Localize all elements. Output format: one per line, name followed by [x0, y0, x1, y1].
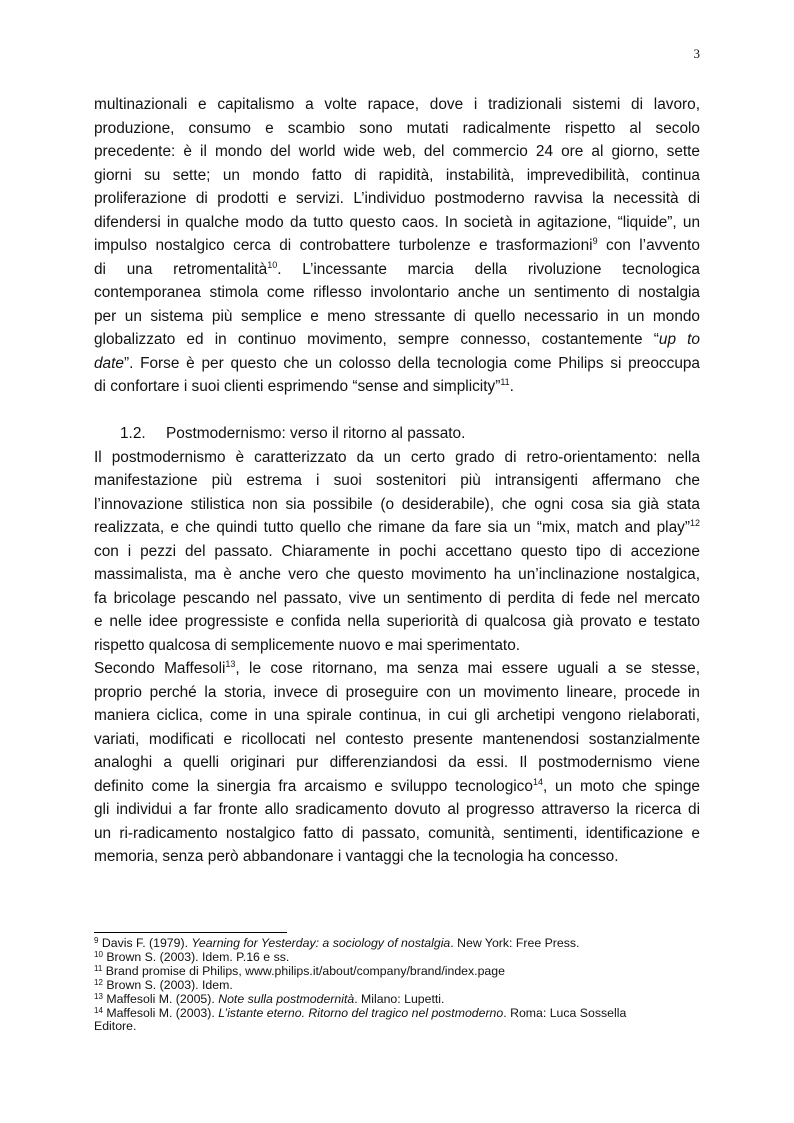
paragraph-1-line: proliferazione di prodotti e servizi. L’individuo postmoderno ravvisa la necessità di — [94, 190, 700, 207]
paragraph-1-line: precedente: è il mondo del world wide web, del commercio 24 ore al giorno, sette — [94, 143, 700, 160]
footnote-text: Maffesoli M. (2003). — [106, 1005, 219, 1020]
page-number: 3 — [693, 46, 700, 61]
paragraph-1-line: multinazionali e capitalismo a volte rapace, dove i tradizionali sistemi di lavoro, — [94, 96, 700, 113]
section-title: Postmodernismo: verso il ritorno al passato. — [166, 425, 466, 442]
footnote-number: 11 — [94, 963, 103, 973]
paragraph-gap — [94, 399, 700, 423]
text-run: Secondo Maffesoli — [94, 660, 226, 677]
footnote-ref: 13 — [225, 659, 236, 669]
footnote-text: Brand promise di Philips, www.philips.it/about/company/brand/index.page — [105, 963, 505, 978]
paragraph-3-line: gli individui a far fronte allo sradicamento dovuto al progresso attraverso la ricerca di — [94, 801, 700, 818]
footnote — [94, 965, 704, 979]
paragraph-2-line: con i pezzi del passato. Chiaramente in pochi accettano questo tipo di accezione — [94, 542, 700, 560]
paragraph-1-line — [94, 328, 700, 352]
footnote-italic: L’istante eterno. Ritorno del tragico nel postmoderno — [218, 1005, 504, 1020]
footnote-ref: 10 — [267, 259, 278, 270]
paragraph-2-line: massimalista, ma è anche vero che questo movimento ha un’inclinazione nostalgica, — [94, 566, 700, 583]
footnote — [94, 937, 704, 951]
paragraph-3-line: proprio perché la storia, invece di proseguire con un movimento lineare, procede in — [94, 683, 700, 701]
text-run: definito come la sinergia fra arcaismo e sviluppo tecnologico — [94, 777, 533, 795]
footnote-italic: Note sulla postmodernità — [218, 991, 355, 1006]
paragraph-3-line: memoria, senza però abbandonare i vantaggi che la tecnologia ha concesso. — [94, 848, 619, 865]
paragraph-1-line: per un sistema più semplice e meno stressante di quello necessario in un mondo — [94, 307, 700, 325]
paragraph-2-line — [94, 516, 700, 540]
italic-run: up to — [658, 331, 700, 348]
text-run: globalizzato ed in continuo movimento, sempre connesso, costantemente “ — [94, 331, 659, 348]
section-heading — [94, 422, 700, 446]
paragraph-1-line: giorni su sette; un mondo fatto di rapidità, instabilità, imprevedibilità, continua — [94, 166, 700, 184]
footnote-ref: 12 — [689, 518, 700, 528]
footnote-text: Davis F. (1979). — [101, 936, 192, 950]
footnote-italic: Yearning for Yesterday: a sociology of nostalgia — [191, 936, 451, 950]
footnote-text: . New York: Free Press. — [450, 936, 580, 950]
footnote-number: 14 — [94, 1005, 103, 1015]
footnote-number: 9 — [94, 936, 99, 945]
text-run: , le cose ritornano, ma senza mai essere uguali a se stesse, — [235, 660, 700, 677]
footnote-text: . Milano: Lupetti. — [354, 991, 445, 1006]
footnote-continuation: Editore. — [94, 1019, 137, 1034]
footnote-ref: 9 — [592, 236, 598, 246]
text-run: . L’incessante marcia della rivoluzione tecnologica — [277, 260, 700, 278]
footnote — [94, 979, 704, 993]
paragraph-2-line: l’innovazione stilistica non sia possibile (o desiderabile), che ogni cosa sia già stata — [94, 495, 700, 513]
text-run: ”. Forse è per questo che un colosso della tecnologia come Philips si preoccupa — [123, 354, 700, 372]
paragraph-1-line — [94, 352, 700, 376]
paragraph-1-line: difendersi in qualche modo da tutto questo caos. In società in agitazione, “liquide”, un — [94, 213, 700, 231]
footnote-text: Brown S. (2003). Idem. P.16 e ss. — [106, 949, 290, 964]
paragraph-2-line: rispetto qualcosa di semplicemente nuovo e mai sperimentato. — [94, 636, 521, 654]
footnote-separator — [94, 932, 287, 933]
footnotes — [94, 937, 704, 1034]
footnote-number: 10 — [94, 949, 103, 959]
paragraph-3-line: maniera ciclica, come in una spirale continua, in cui gli archetipi vengono rielaborati, — [94, 707, 700, 724]
paragraph-2-line: Il postmodernismo è caratterizzato da un certo grado di retro-orientamento: nella — [94, 448, 700, 466]
paragraph-2-line: e nelle idee progressiste e confida nella superiorità di qualcosa già provato e testato — [94, 613, 700, 630]
paragraph-1-line: produzione, consumo e scambio sono mutati radicalmente rispetto al secolo — [94, 119, 700, 137]
text-run: di una retromentalità — [94, 260, 268, 278]
footnote-text: Brown S. (2003). Idem. — [106, 977, 233, 992]
footnote — [94, 951, 704, 965]
text-run: , un moto che spinge — [542, 777, 700, 795]
text-run: impulso nostalgico cerca di controbattere turbolenze e trasformazioni — [94, 237, 593, 254]
paragraph-3-line — [94, 657, 700, 681]
paragraph-3-line: variati, modificati e ricollocati nel contesto presente mantenendosi sostanzialmente — [94, 730, 700, 748]
paragraph-1-line — [94, 234, 700, 258]
footnote-number: 12 — [94, 977, 103, 987]
paragraph-2-line: manifestazione più estrema i suoi sostenitori più intransigenti affermano che — [94, 472, 700, 489]
section-number: 1.2. — [120, 425, 146, 442]
italic-run: date — [94, 354, 124, 372]
footnote-text: . Roma: Luca Sossella — [503, 1005, 627, 1020]
paragraph-1-line — [94, 258, 700, 282]
paragraph-3-line: analoghi a quelli originari pur differenziandosi da essi. Il postmodernismo viene — [94, 754, 700, 771]
footnote-number: 13 — [94, 991, 103, 1001]
text-run: con l’avvento — [597, 237, 700, 254]
paragraph-1-line — [94, 375, 700, 399]
text-run: . — [509, 378, 514, 395]
text-run: di confortare i suoi clienti esprimendo “sense and simplicity” — [94, 378, 501, 395]
footnote — [94, 993, 704, 1007]
footnote-ref: 14 — [532, 776, 543, 787]
paragraph-3-line — [94, 775, 700, 799]
paragraph-3-line: un ri-radicamento nostalgico fatto di passato, comunità, sentimenti, identificazione e — [94, 824, 700, 842]
paragraph-1-line: contemporanea stimola come riflesso involontario anche un sentimento di nostalgia — [94, 284, 700, 301]
body-text — [94, 93, 700, 869]
footnote — [94, 1007, 704, 1021]
footnote-text: Maffesoli M. (2005). — [106, 991, 219, 1006]
paragraph-2-line: fa bricolage pescando nel passato, vive un sentimento di perdita di fede nel mercato — [94, 589, 700, 607]
text-run: realizzata, e che quindi tutto quello che rimane da fare sia un “mix, match and play” — [94, 519, 690, 536]
footnote-ref: 11 — [500, 377, 510, 387]
